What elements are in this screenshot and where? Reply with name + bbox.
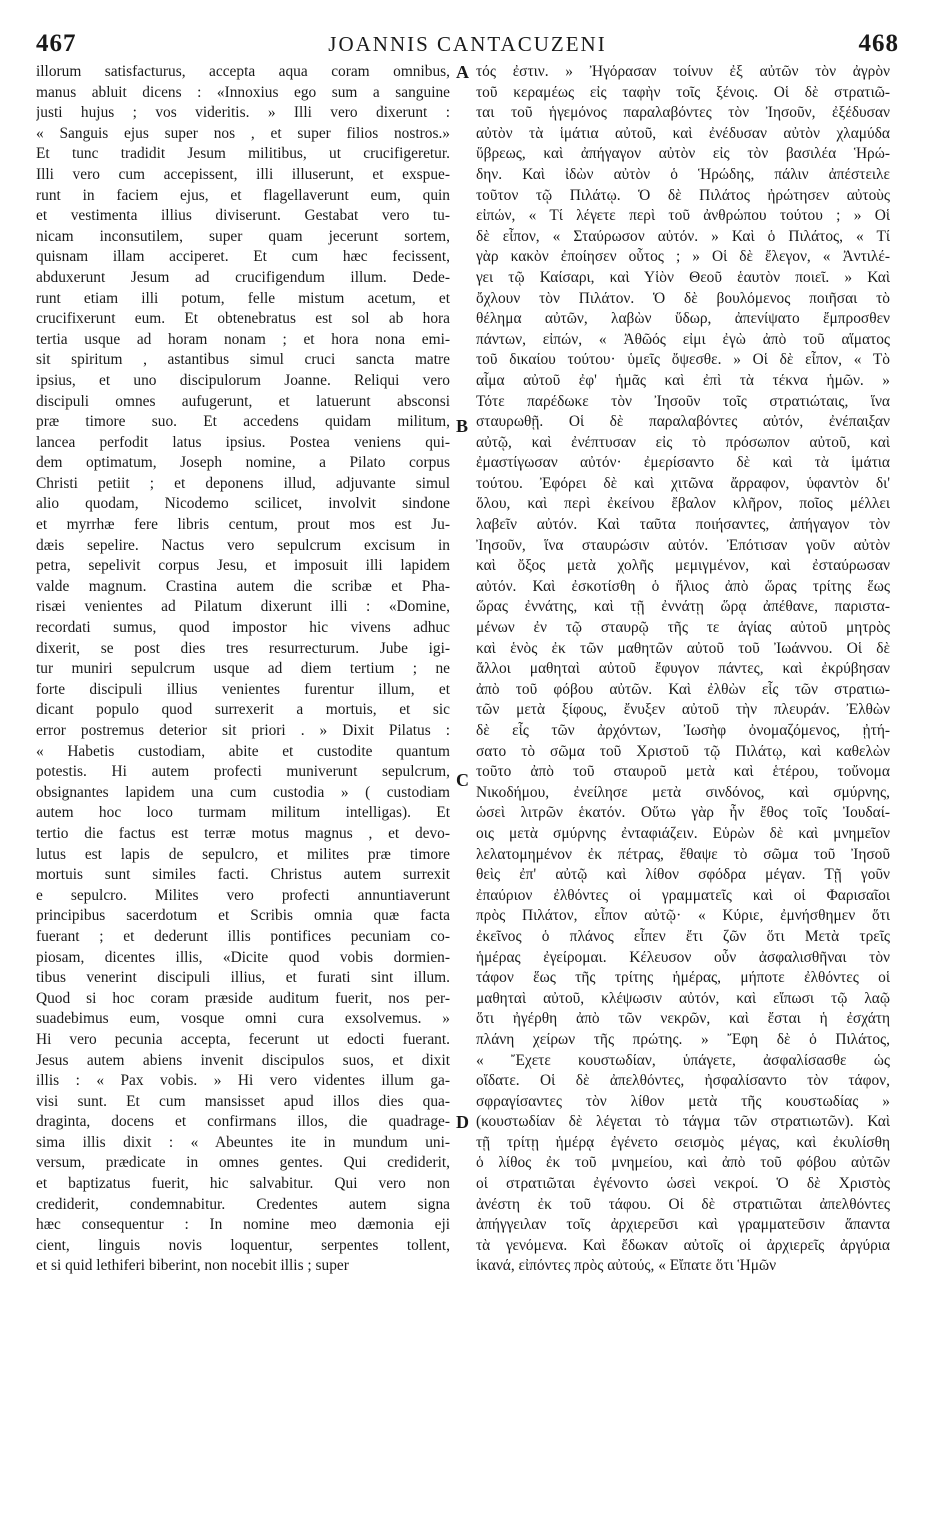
greek-text-line: τοῦτον τῷ Πιλάτῳ. Ὁ δὲ Πιλάτος ἠρώτησεν αὐτοὺς [476, 186, 890, 204]
greek-text-line: ὄχλουν τὸν Πιλάτον. Ὁ δὲ βουλόμενος ποιῆσαι τὸ [476, 289, 890, 307]
latin-text-line: tertio die factus est terræ motus magnus , et devo- [36, 824, 450, 842]
latin-text-line: fuerant ; et dederunt illis pontifices pecuniam co- [36, 927, 450, 945]
greek-text-line: ὥρας ἐννάτης, καὶ τῇ ἐννάτῃ ὥρᾳ ἀπέθανε, παριστα- [476, 598, 890, 616]
greek-text-line: τῶν μετὰ ξίφους, ἔνυξεν αὐτοῦ τὴν πλευράν. Ἐλθὼν [476, 701, 890, 719]
latin-text-line: dem optimatum, Joseph nomine, a Pilato corpus [36, 454, 450, 472]
greek-text-line: αὐτὸν τὰ ἱμάτια αὐτοῦ, καὶ ἐνέδυσαν αὐτὸν χλαμύδα [476, 124, 890, 142]
latin-text-line: mortuis sunt similes facti. Christus autem surrexit [36, 866, 450, 884]
greek-text-line: ἀπὸ τοῦ φόβου αὐτῶν. Καὶ ἐλθὼν εἷς τῶν στρατιω- [476, 680, 890, 698]
latin-text-line: tibus venerint discipuli illius, et furati sint illum. [36, 969, 450, 987]
latin-text-line: potestis. Hi autem profecti muniverunt sepulcrum, [36, 763, 450, 781]
margin-marker-a: A [456, 62, 469, 82]
greek-text-line: λαβεῖν αὐτόν. Καὶ ταῦτα ποιήσαντες, ἀπήγαγον τὸν [476, 516, 890, 534]
greek-text-line: σφραγίσαντες τὸν λίθον μετὰ τῆς κουστωδίας » [476, 1092, 890, 1110]
greek-text-line: τοῦτο ἀπὸ τοῦ σταυροῦ μετὰ καὶ ἑτέρου, τοὔνομα [476, 763, 890, 781]
latin-text-line: petra, sepelivit corpus Jesu, et imposuit illi lapidem [36, 557, 450, 575]
greek-text-line: εἰπών, « Τί λέγετε περὶ τοῦ ἀνθρώπου τούτου ; » Οἱ [476, 207, 890, 225]
latin-text-line: crediderit, condemnabitur. Credentes autem signa [36, 1195, 450, 1213]
greek-text-line: « Ἔχετε κουστωδίαν, ὑπάγετε, ἀσφαλίσασθε ὡς [476, 1051, 890, 1069]
latin-text-line: piosam, dicentes illis, «Dicite quod vobis dormien- [36, 948, 450, 966]
greek-text-line: ἐκεῖνος ὁ πλάνος εἶπεν ἔτι ζῶν ὅτι Μετὰ τρεῖς [476, 927, 890, 945]
latin-text-line: valde magnum. Crastina autem die scribæ et Pha- [36, 577, 450, 595]
greek-text-line: ἐπαύριον ἐλθόντες οἱ γραμματεῖς καὶ οἱ Φαρισαῖοι [476, 886, 890, 904]
greek-text-line: τούτου. Ἐφόρει δὲ καὶ χιτῶνα ἄρραφον, ὑφαντὸν δι' [476, 474, 890, 492]
latin-text-line: et myrrhæ fere libris centum, prout mos est Ju- [36, 516, 450, 534]
latin-text-line: dicant populo quod surrexerit a mortuis, et sic [36, 701, 450, 719]
greek-text-line: τάφον ἕως τῆς τρίτης ἡμέρας, μήποτε ἐλθόντες οἱ [476, 969, 890, 987]
greek-text-line: (κουστωδίαν δὲ λέγεται τὸ τάγμα τῶν στρατιωτῶν). Καὶ [476, 1113, 890, 1131]
greek-text-line: τὰ γενόμενα. Καὶ ἔδωκαν αὐτοῖς οἱ ἀρχιερεῖς ἀργύρια [476, 1236, 890, 1254]
greek-text-line: μαθηταὶ αὐτοῦ, κλέψωσιν αὐτόν, καὶ εἴπωσι τῷ λαῷ [476, 989, 890, 1007]
greek-text-line: Ἰησοῦν, ἵνα σταυρώσιν αὐτόν. Ἐπότισαν γοῦν αὐτὸν [476, 536, 890, 554]
greek-text-line: ται τοῦ ἡγεμόνος παραλαβόντες τὸν Ἰησοῦν, ἐξέδυσαν [476, 104, 890, 122]
latin-text-line: et baptizatus fuerit, hic salvabitur. Qui vero non [36, 1175, 450, 1193]
latin-text-line: crucifixerunt eum. Et obtenebratus est sol ab hora [36, 310, 450, 328]
margin-marker-c: C [456, 770, 469, 790]
latin-text-line: quisnam illam acciperet. Et cum hæc fecissent, [36, 248, 450, 266]
greek-text-line: αἷμα αὐτοῦ ἐφ' ἡμᾶς καὶ ἐπὶ τὰ τέκνα ἡμῶν. » [476, 371, 890, 389]
latin-text-line: et si quid lethiferi biberint, non nocebit illis ; super [36, 1257, 349, 1275]
greek-text-line: ὡσεὶ λιτρῶν ἑκατόν. Οὕτω γὰρ ἦν ἔθος τοῖς Ἰουδαί- [476, 804, 890, 822]
latin-text-line: cient, linguis novis loquentur, serpentes tollent, [36, 1236, 450, 1254]
greek-text-line: ὕβρεως, καὶ ἀπήγαγον αὐτὸν εἰς τὸν βασιλέα Ἡρώ- [476, 145, 890, 163]
latin-text-line: « Habetis custodiam, abite et custodite quantum [36, 742, 450, 760]
margin-marker-d: D [456, 1112, 469, 1132]
latin-text-line: hæc consequentur : In nomine meo dæmonia eji [36, 1216, 450, 1234]
running-head: JOANNIS CANTACUZENI [328, 32, 607, 56]
greek-text-line: τός ἐστιν. » Ἠγόρασαν τοίνυν ἐξ αὐτῶν τὸν ἀγρὸν [476, 63, 890, 80]
greek-text-line: γὰρ κακὸν ἐποίησεν οὗτος ; » Οἱ δὲ ἔλεγον, « Ἀντιλέ- [476, 248, 890, 266]
margin-marker-b: B [456, 416, 469, 436]
latin-text-line: draginta, docens et confirmans illos, die quadrage- [36, 1113, 450, 1131]
latin-text-line: tertia usque ad horam nonam ; et hora nona emi- [36, 330, 450, 348]
latin-text-line: discipuli omnes aufugerunt, et latuerunt absconsi [36, 392, 450, 410]
greek-text-line: δὲ εἶπον, « Σταύρωσον αὐτόν. » Καὶ ὁ Πιλάτος, « Τί [476, 227, 890, 245]
greek-column [476, 62, 890, 1277]
greek-text-line: θέλημα αὐτῶν, λαβὼν ὕδωρ, ἀπενίψατο ἔμπροσθεν [476, 310, 890, 328]
latin-text-line: dixerit, se post dies tres resurrecturum. Jube igi- [36, 639, 450, 657]
greek-text-line: αὐτόν. Καὶ ἐσκοτίσθη ὁ ἥλιος ἀπὸ ὥρας τρίτης ἕως [476, 577, 890, 595]
latin-text-line: Illi vero cum accepissent, illi illuserunt, et exspue- [36, 165, 450, 183]
greek-text-line: μένων ἐν τῷ σταυρῷ τῆς τε ἁγίας αὐτοῦ μητρὸς [476, 619, 890, 637]
page-header [36, 30, 899, 60]
latin-text-line: recordati sumus, quod impostor hic vivens adhuc [36, 619, 450, 637]
greek-text-line: πλάνη χείρων τῆς πρώτης. » Ἔφη δὲ ὁ Πιλάτος, [476, 1030, 890, 1048]
latin-text-line: principibus sacerdotum et Scribis omnia quæ facta [36, 907, 450, 925]
latin-text-line: suadebimus eum, vosque omni cura exsolvemus. » [36, 1010, 450, 1028]
greek-text-line: ὁ λίθος ἐκ τοῦ μνημείου, καὶ ἀπὸ τοῦ φόβου αὐτῶν [476, 1154, 890, 1172]
greek-text-line: ἡμέρας ἐγείρομαι. Κέλευσον οὖν ἀσφαλισθῆναι τὸν [476, 948, 890, 966]
latin-text-line: sima illis dixit : « Abeuntes ite in mundum uni- [36, 1133, 450, 1151]
greek-text-line: ἀπήγγειλαν τοῖς ἀρχιερεῦσι καὶ γραμματεῦσιν ἅπαντα [476, 1216, 890, 1234]
latin-text-line: dæis sepelire. Nactus vero sepulcrum excisum in [36, 536, 450, 554]
latin-text-line: justi hujus ; vos videritis. » Illi vero dixerunt : [36, 104, 450, 122]
greek-text-line: πρὸς Πιλάτον, εἶπον αὐτῷ· « Κύριε, ἐμνήσθημεν ὅτι [476, 907, 890, 925]
latin-text-line: runt etiam illi potum, felle mistum acetum, et [36, 289, 450, 307]
greek-text-line: Τότε παρέδωκε τὸν Ἰησοῦν τοῖς στρατιώταις, ἵνα [476, 392, 890, 410]
greek-text-line: σταυρωθῇ. Οἱ δὲ παραλαβόντες αὐτόν, ἐνέπαιξαν [476, 413, 890, 431]
latin-text-line: nicam inconsutilem, super quam jecerunt sortem, [36, 227, 450, 245]
latin-text-line: error postremus deterior sit priori . » Dixit Pilatus : [36, 722, 450, 739]
greek-text-line: ἐμαστίγωσαν αὐτόν· ἐμερίσαντο δὲ καὶ τὰ ἱμάτια [476, 454, 890, 472]
latin-text-line: lutus est lapis de sepulcro, et milites præ timore [36, 845, 450, 863]
greek-text-line: πάντων, εἰπών, « Ἀθῶός εἰμι ἐγὼ ἀπὸ τοῦ αἵματος [476, 330, 890, 348]
latin-column [36, 62, 450, 1277]
greek-text-line: ἱκανά, εἰπόντες πρὸς αὐτούς, « Εἴπατε ὅτι Ἡμῶν [476, 1257, 777, 1275]
greek-text-line: τοῦ κεραμέως εἰς ταφὴν τοῖς ξένοις. Οἱ δὲ στρατιῶ- [476, 83, 890, 101]
greek-text-line: ὅλου, καὶ περὶ ἐκείνου ἔβαλον κλῆρον, ποῖος μέλλει [476, 495, 890, 513]
greek-text-line: θεὶς ἐπ' αὐτῷ καὶ λίθον σφόδρα μέγαν. Τῇ γοῦν [476, 866, 890, 884]
latin-text-line: tur muniri sepulcrum usque ad diem tertium ; ne [36, 660, 450, 678]
greek-text-line: ὅτι ἠγέρθη ἀπὸ τῶν νεκρῶν, καὶ ἔσται ἡ ἐσχάτη [476, 1010, 890, 1028]
latin-text-line: illis : « Pax vobis. » Hi vero videntes illum ga- [36, 1072, 450, 1090]
latin-text-line: Et tunc tradidit Jesum militibus, ut crucifigeretur. [36, 145, 450, 163]
greek-text-line: αὐτῷ, καὶ ἐνέπτυσαν εἰς τὸ πρόσωπον αὐτοῦ, καὶ [476, 433, 890, 451]
greek-text-line: λελατομημένον ἐκ πέτρας, ἔθαψε τὸ σῶμα τοῦ Ἰησοῦ [476, 845, 890, 863]
greek-text-line: σατο τὸ σῶμα τοῦ Χριστοῦ τῷ Πιλάτῳ, καὶ καθελὼν [476, 742, 890, 760]
greek-text-line: Νικοδήμου, ἐνείλησε μετὰ σινδόνος, καὶ σμύρνης, [476, 783, 890, 801]
greek-text-line: οἴδατε. Οἱ δὲ ἀπελθόντες, ἠσφαλίσαντο τὸν τάφον, [476, 1072, 890, 1090]
page-number-left: 467 [36, 30, 77, 57]
latin-text-line: Quod si hoc coram præside auditum fuerit, nos per- [36, 989, 450, 1007]
latin-text-line: « Sanguis ejus super nos , et super filios nostros.» [36, 124, 450, 142]
latin-text-line: alio quodam, Nicodemo scilicet, involvit sindone [36, 495, 450, 513]
latin-text-line: e sepulcro. Milites vero profecti annuntiaverunt [36, 886, 450, 904]
greek-text-line: τοῦ δικαίου τούτου· ὑμεῖς ὄψεσθε. » Οἱ δὲ εἶπον, « Τὸ [476, 351, 890, 369]
latin-text-line: et vestimenta illius diviserunt. Gestabat vero tu- [36, 207, 450, 225]
latin-text-line: versum, prædicate in omnes gentes. Qui crediderit, [36, 1154, 450, 1172]
latin-text-line: illorum satisfacturus, accepta aqua coram omnibus, [36, 63, 450, 80]
greek-text-line: δὲ εἷς τῶν ἀρχόντων, Ἰωσὴφ ὀνομαζόμενος, ᾐτή- [476, 722, 890, 739]
greek-text-line: καὶ ἑνὸς ἐκ τῶν μαθητῶν αὐτοῦ τοῦ Ἰωάννου. Οἱ δὲ [476, 639, 890, 657]
latin-text-line: autem hoc loco turmam militum intelligas). Et [36, 804, 450, 822]
greek-text-line: ἀνέστη ἐκ τοῦ τάφου. Οἱ δὲ στρατιῶται ἀπελθόντες [476, 1195, 890, 1213]
latin-text-line: lancea perfodit latus ipsius. Postea veniens qui- [36, 433, 450, 451]
greek-text-line: καὶ ὄξος μετὰ χολῆς μεμιγμένον, καὶ ἐσταύρωσαν [476, 557, 890, 575]
latin-text-line: risæi venientes ad Pilatum dixerunt illi : «Domine, [36, 598, 450, 616]
latin-text-line: manus abluit dicens : «Innoxius ego sum a sanguine [36, 83, 450, 101]
latin-text-line: visi sunt. Et cum mansisset apud illos dies qua- [36, 1092, 450, 1110]
latin-text-line: forte discipuli illius venientes furentur illum, et [36, 680, 450, 698]
latin-text-line: ipsius, et uno discipulorum Joanne. Reliqui vero [36, 371, 450, 389]
latin-text-line: Christi petiit ; et deponens illud, adjuvante simul [36, 474, 450, 492]
greek-text-line: οἱ στρατιῶται ἐγένοντο ὡσεὶ νεκροί. Ὁ δὲ Χριστὸς [476, 1175, 890, 1193]
page-number-right: 468 [858, 30, 899, 57]
greek-text-line: τῇ τρίτῃ ἡμέρᾳ ἐγένετο σεισμὸς μέγας, καὶ ἐκυλίσθη [476, 1133, 890, 1151]
greek-text-line: γει τῷ Καίσαρι, καὶ Υἱὸν Θεοῦ ἑαυτὸν ποιεῖ. » Καὶ [476, 268, 890, 286]
latin-text-line: obsignantes lapidem una cum custodia » ( custodiam [36, 783, 450, 801]
latin-text-line: abduxerunt Jesum ad crucifigendum illum. Dede- [36, 268, 450, 286]
greek-text-line: δην. Καὶ ἰδὼν αὐτὸν ὁ Ἡρώδης, πάλιν ἀπέστειλε [476, 165, 890, 183]
greek-text-line: οις μετὰ σμύρνης ἐνταφιάζειν. Εὑρὼν δὲ καὶ μνημεῖον [476, 824, 890, 842]
latin-text-line: præ timore suo. Et accedens quidam militum, [36, 413, 450, 431]
latin-text-line: runt in faciem ejus, et flagellaverunt eum, quin [36, 186, 450, 204]
greek-text-line: ἄλλοι μαθηταὶ αὐτοῦ ἔφυγον πάντες, καὶ ἐκρύβησαν [476, 660, 890, 678]
latin-text-line: sit spiritum , astantibus simul cruci sancta matre [36, 351, 450, 369]
latin-text-line: Hi vero pecunia accepta, fecerunt ut edocti fuerant. [36, 1030, 450, 1048]
latin-text-line: Jesus autem abiens invenit discipulos suos, et dixit [36, 1051, 450, 1069]
